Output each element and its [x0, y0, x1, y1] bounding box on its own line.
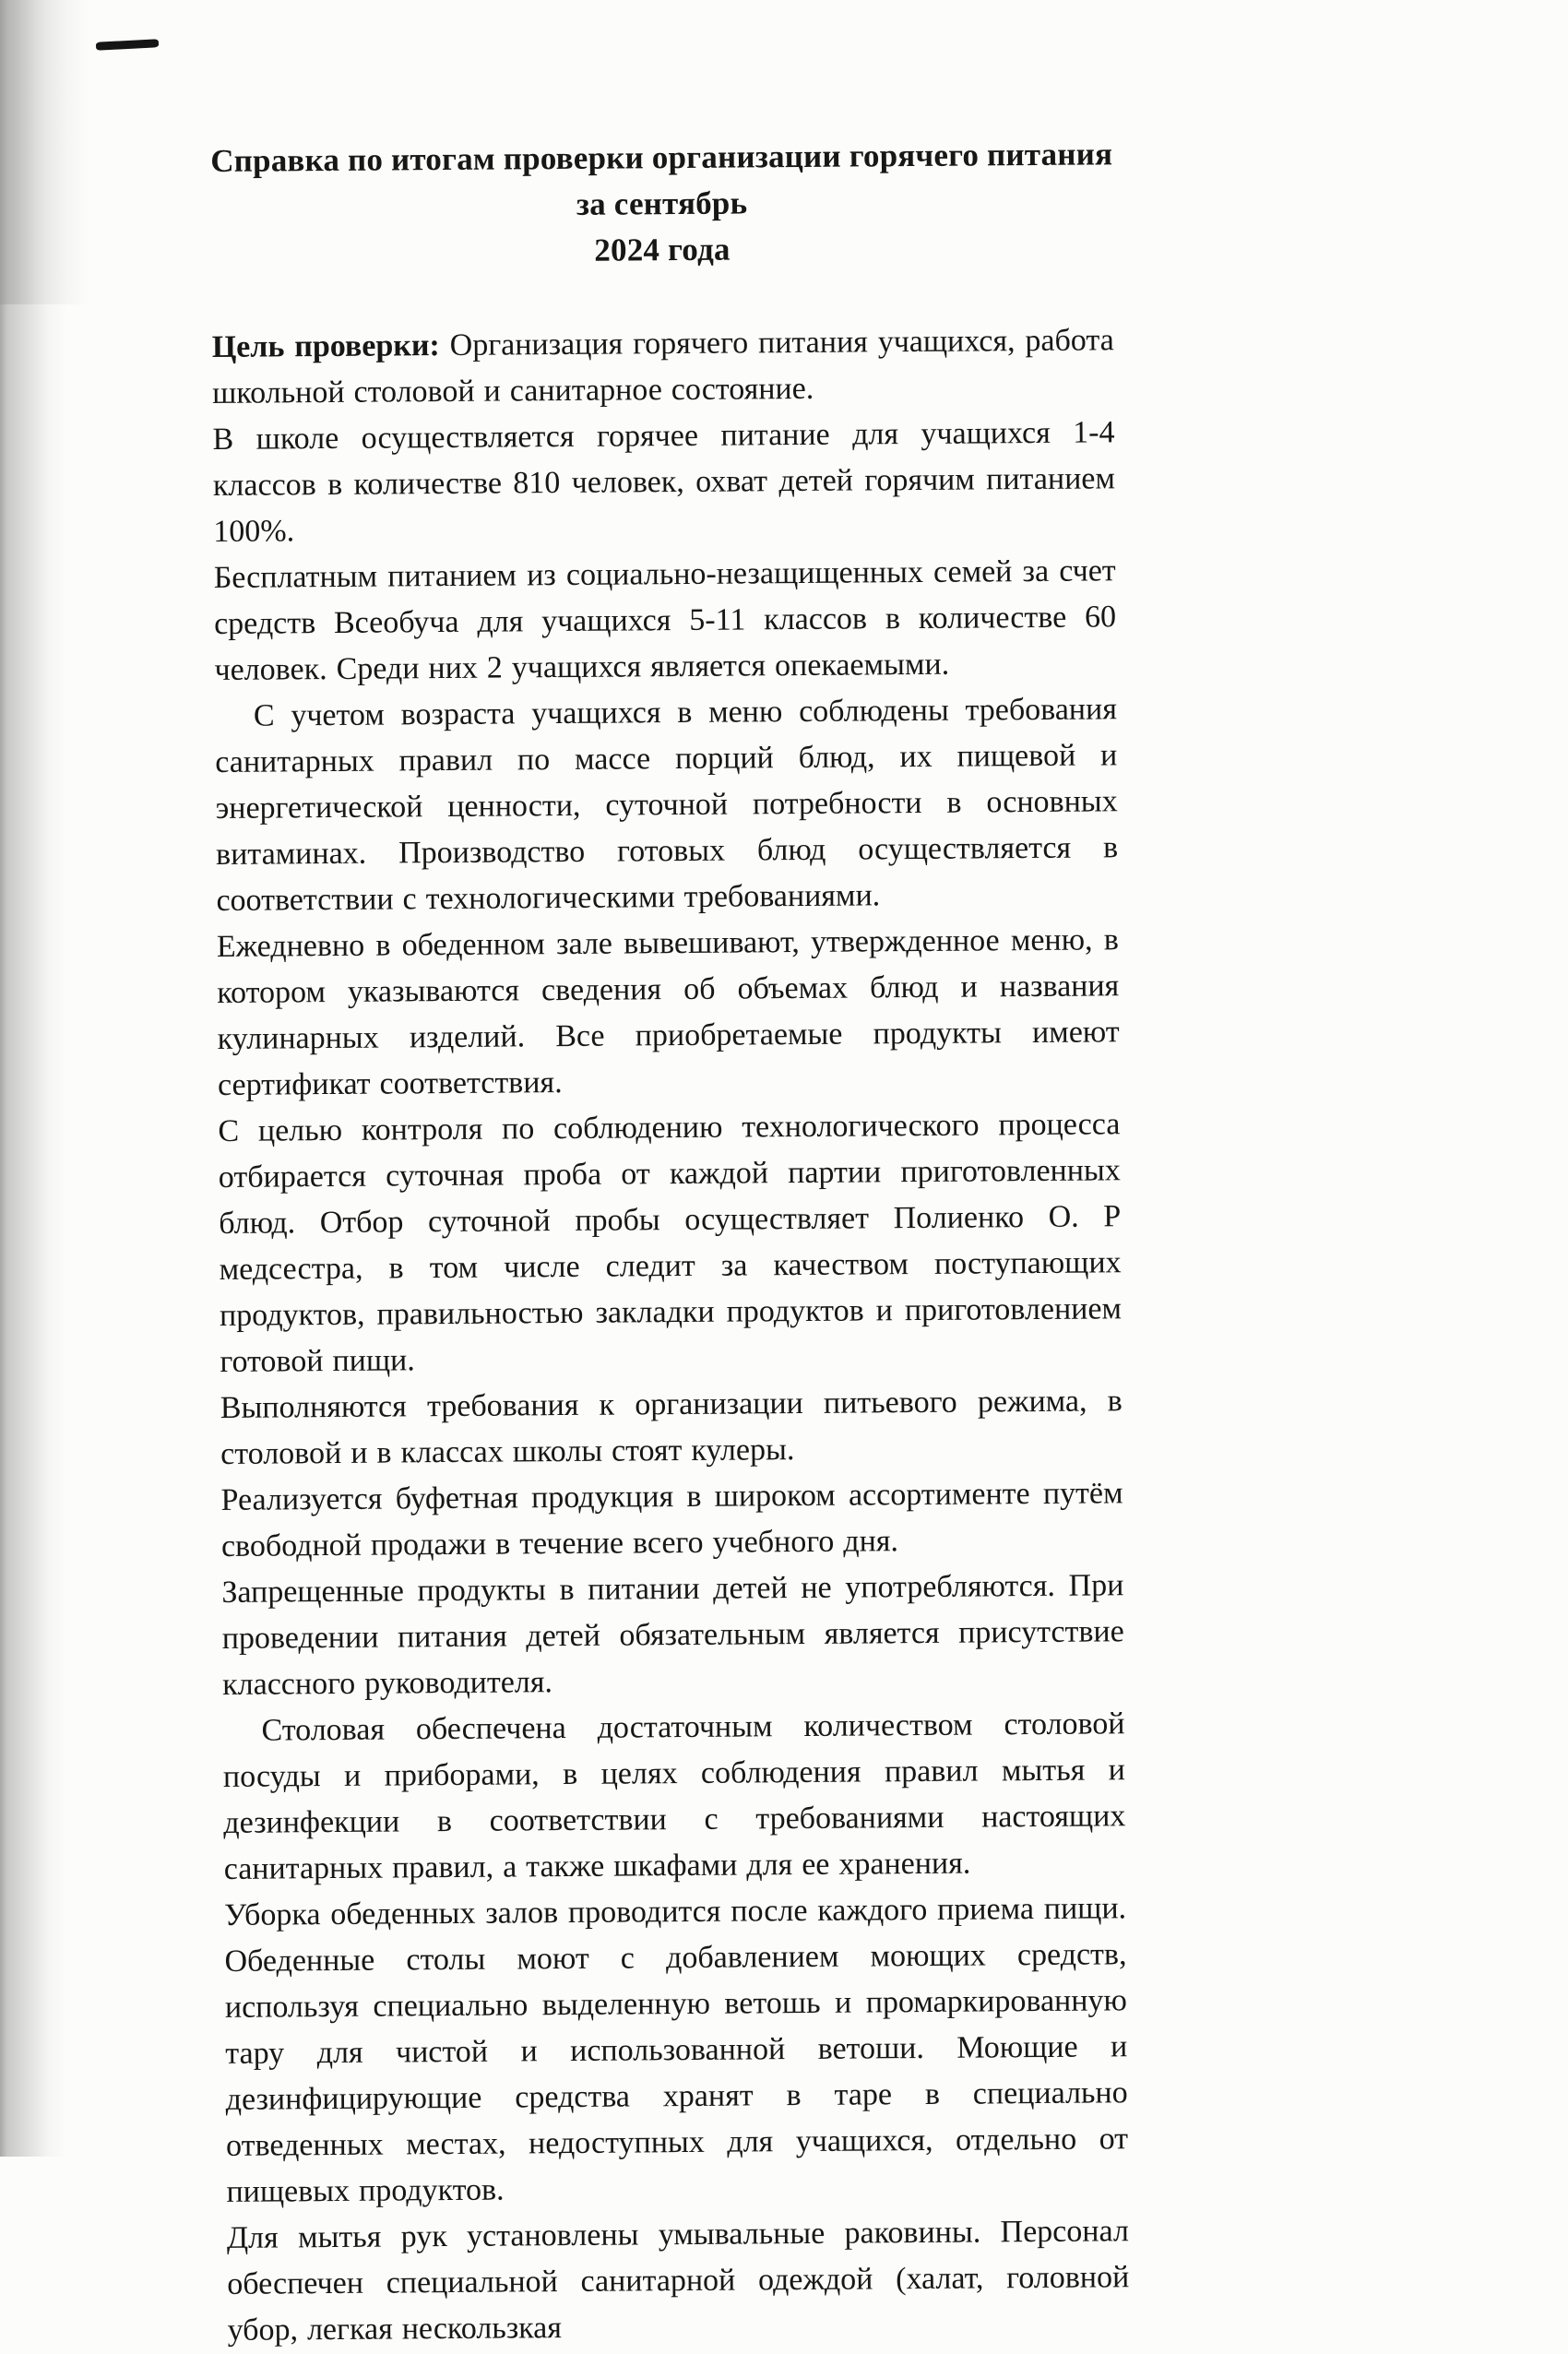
paragraph — [217, 917, 1121, 1109]
paragraph — [220, 1378, 1123, 1478]
paragraph — [227, 2208, 1130, 2354]
document-body — [212, 317, 1130, 2354]
paragraph — [218, 1101, 1122, 1385]
paragraph — [224, 1885, 1129, 2216]
paragraph-text: Выполняются требования к организации питьевого режима, в столовой и в классах школы стоят кулеры. — [220, 1384, 1123, 1471]
paragraph-text: С целью контроля по соблюдению технологического процесса отбирается суточная проба от каждой партии приготовленных блюд. Отбор суточной пробы осуществляет Полиенко О. Р медсестра, в том числе следит за качеством поступающих продуктов, правильностью закладки продуктов и приготовлением готовой пищи. — [218, 1107, 1123, 1379]
paragraph-text: С учетом возраста учащихся в меню соблюдены требования санитарных правил по массе порций блюд, их пищевой и энергетической ценности, суточной потребности в основных витаминах. Производство готовых блюд осуществляется в соответствии с технологическими требованиями. — [215, 692, 1119, 918]
paragraph-text: В школе осуществляется горячее питание для учащихся 1-4 классов в количестве 810 человек, охват детей горячим питанием 100%. — [212, 415, 1116, 549]
scan-artifact-dash — [96, 39, 159, 51]
paragraph-text: Ежедневно в обеденном зале вывешивают, утвержденное меню, в котором указываются сведения об объемах блюд и названия кулинарных изделий. Все приобретаемые продукты имеют сертификат соответствия. — [216, 922, 1120, 1102]
document-title-line1: Справка по итогам проверки организации горячего питания за сентябрь — [210, 136, 1113, 222]
paragraph — [220, 1470, 1123, 1570]
paragraph-text: Реализуется буфетная продукция в широком ассортименте путём свободной продажи в течение всего учебного дня. — [220, 1476, 1123, 1563]
scan-edge-shadow — [0, 0, 66, 2157]
document-title — [210, 131, 1113, 277]
scan-corner-shadow — [0, 0, 89, 304]
paragraph — [212, 410, 1115, 555]
paragraph — [222, 1701, 1126, 1893]
document-content — [210, 131, 1130, 2354]
paragraph-text: Бесплатным питанием из социально-незащищенных семей за счет средств Всеобуча для учащихся 5-11 классов в количестве 60 человек. Среди них 2 учащихся является опекаемыми. — [213, 553, 1117, 687]
paragraph-text: Для мытья рук установлены умывальные раковины. Персонал обеспечен специальной санитарной одеждой (халат, головной убор, легкая нескользкая — [226, 2214, 1130, 2348]
paragraph — [221, 1563, 1124, 1708]
paragraph-text: Уборка обеденных залов проводится после каждого приема пищи. Обеденные столы моют с добавлением моющих средств, используя специально выделенную ветошь и промаркированную тару для чистой и использованной ветоши. Моющие и дезинфицирующие средства хранят в таре в специально отведенных местах, недоступных для учащихся, отдельно от пищевых продуктов. — [223, 1891, 1129, 2209]
document-title-line2: 2024 года — [594, 231, 731, 268]
paragraph — [215, 686, 1119, 924]
paragraph-lead: Цель проверки: — [211, 327, 450, 364]
paragraph-text: Запрещенные продукты в питании детей не употребляются. При проведении питания детей обязательным является присутствие классного руководителя. — [221, 1568, 1124, 1702]
paragraph — [214, 548, 1117, 694]
paragraph-text: Столовая обеспечена достаточным количеством столовой посуды и приборами, в целях соблюдения правил мытья и дезинфекции в соответствии с требованиями настоящих санитарных правил, а также шкафами для ее хранения. — [222, 1706, 1126, 1886]
paragraph-text: Организация горячего питания учащихся, работа школьной столовой и санитарное состояние. — [212, 323, 1114, 410]
paragraph — [212, 317, 1115, 417]
